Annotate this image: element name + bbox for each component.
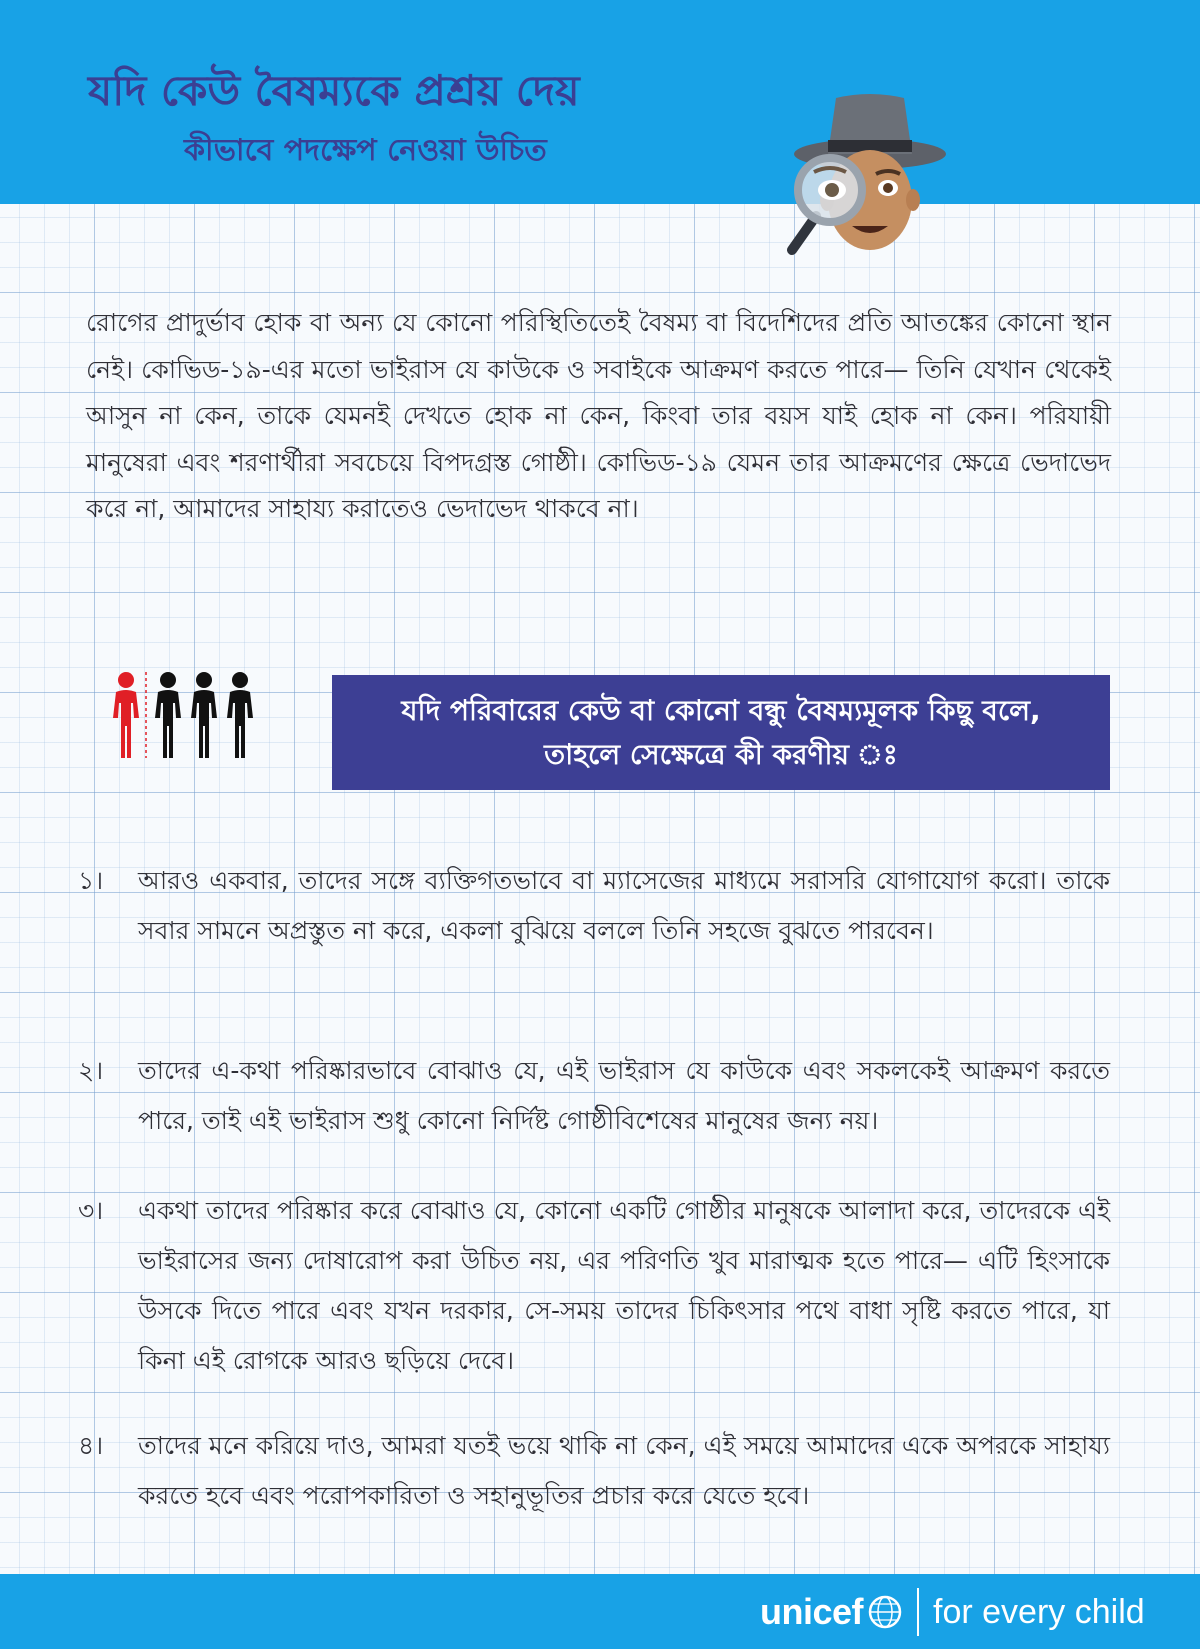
footer-bar [0, 1574, 1200, 1649]
unicef-brand [760, 1590, 1145, 1634]
header-banner [0, 0, 1200, 204]
page-subtitle: কীভাবে পদক্ষেপ নেওয়া উচিত [184, 133, 547, 168]
step-number: ৩। [78, 1196, 104, 1225]
step-text: একথা তাদের পরিষ্কার করে বোঝাও যে, কোনো একটি গোষ্ঠীর মানুষকে আলাদা করে, তাদেরকে এই ভাইরাসের জন্য দোষারোপ করা উচিত নয়, এর পরিণতি খুব মারাত্মক হতে পারে— এটি হিংসাকে উসকে দিতে পারে এবং যখন দরকার, সে-সময় তাদের চিকিৎসার পথে বাধা সৃষ্টি করতে পারে, যা কিনা এই রোগকে আরও ছড়িয়ে দেবে। [138, 1196, 1110, 1375]
callout-line-1: যদি পরিবারের কেউ বা কোনো বন্ধু বৈষম্যমূলক কিছু বলে, [401, 693, 1041, 727]
brand-name: unicef [760, 1591, 864, 1632]
callout-box [332, 675, 1110, 790]
callout-line-2: তাহলে সেক্ষেত্রে কী করণীয় ঃ [544, 737, 898, 771]
step-text: আরও একবার, তাদের সঙ্গে ব্যক্তিগতভাবে বা ম্যাসেজের মাধ্যমে সরাসরি যোগাযোগ করো। তাকে সবার সামনে অপ্রস্তুত না করে, একলা বুঝিয়ে বললে তিনি সহজে বুঝতে পারবেন। [138, 866, 1110, 945]
step-text: তাদের মনে করিয়ে দাও, আমরা যতই ভয়ে থাকি না কেন, এই সময়ে আমাদের একে অপরকে সাহায্য করতে হবে এবং পরোপকারিতা ও সহানুভূতির প্রচার করে যেতে হবে। [138, 1431, 1110, 1510]
intro-paragraph: রোগের প্রাদুর্ভাব হোক বা অন্য যে কোনো পরিস্থিতিতেই বৈষম্য বা বিদেশিদের প্রতি আতঙ্কের কোনো স্থান নেই। কোভিড-১৯-এর মতো ভাইরাস যে কাউকে ও সবাইকে আক্রমণ করতে পারে— তিনি যেখান থেকেই আসুন না কেন, তাকে যেমনই দেখতে হোক না কেন, কিংবা তার বয়স যাই হোক না কেন। পরিযায়ী মানুষেরা এবং শরণার্থীরা সবচেয়ে বিপদগ্রস্ত গোষ্ঠী। কোভিড-১৯ যেমন তার আক্রমণের ক্ষেত্রে ভেদাভেদ করে না, আমাদের সাহায্য করাতেও ভেদাভেদ থাকবে না। [86, 308, 1111, 523]
brand-tagline: for every child [933, 1592, 1145, 1631]
brand-divider [917, 1588, 919, 1636]
page-title: যদি কেউ বৈষম্যকে প্রশ্রয় দেয় [88, 66, 580, 115]
excluded-person-icon [108, 672, 260, 760]
step-number: ৪। [78, 1431, 104, 1460]
unicef-globe-logo-icon [867, 1594, 903, 1630]
step-number: ২। [78, 1056, 104, 1085]
detective-with-magnifier-icon [770, 90, 946, 266]
step-number: ১। [78, 866, 104, 895]
step-text: তাদের এ-কথা পরিষ্কারভাবে বোঝাও যে, এই ভাইরাস যে কাউকে এবং সকলকেই আক্রমণ করতে পারে, তাই এই ভাইরাস শুধু কোনো নির্দিষ্ট গোষ্ঠীবিশেষের মানুষের জন্য নয়। [138, 1056, 1110, 1135]
